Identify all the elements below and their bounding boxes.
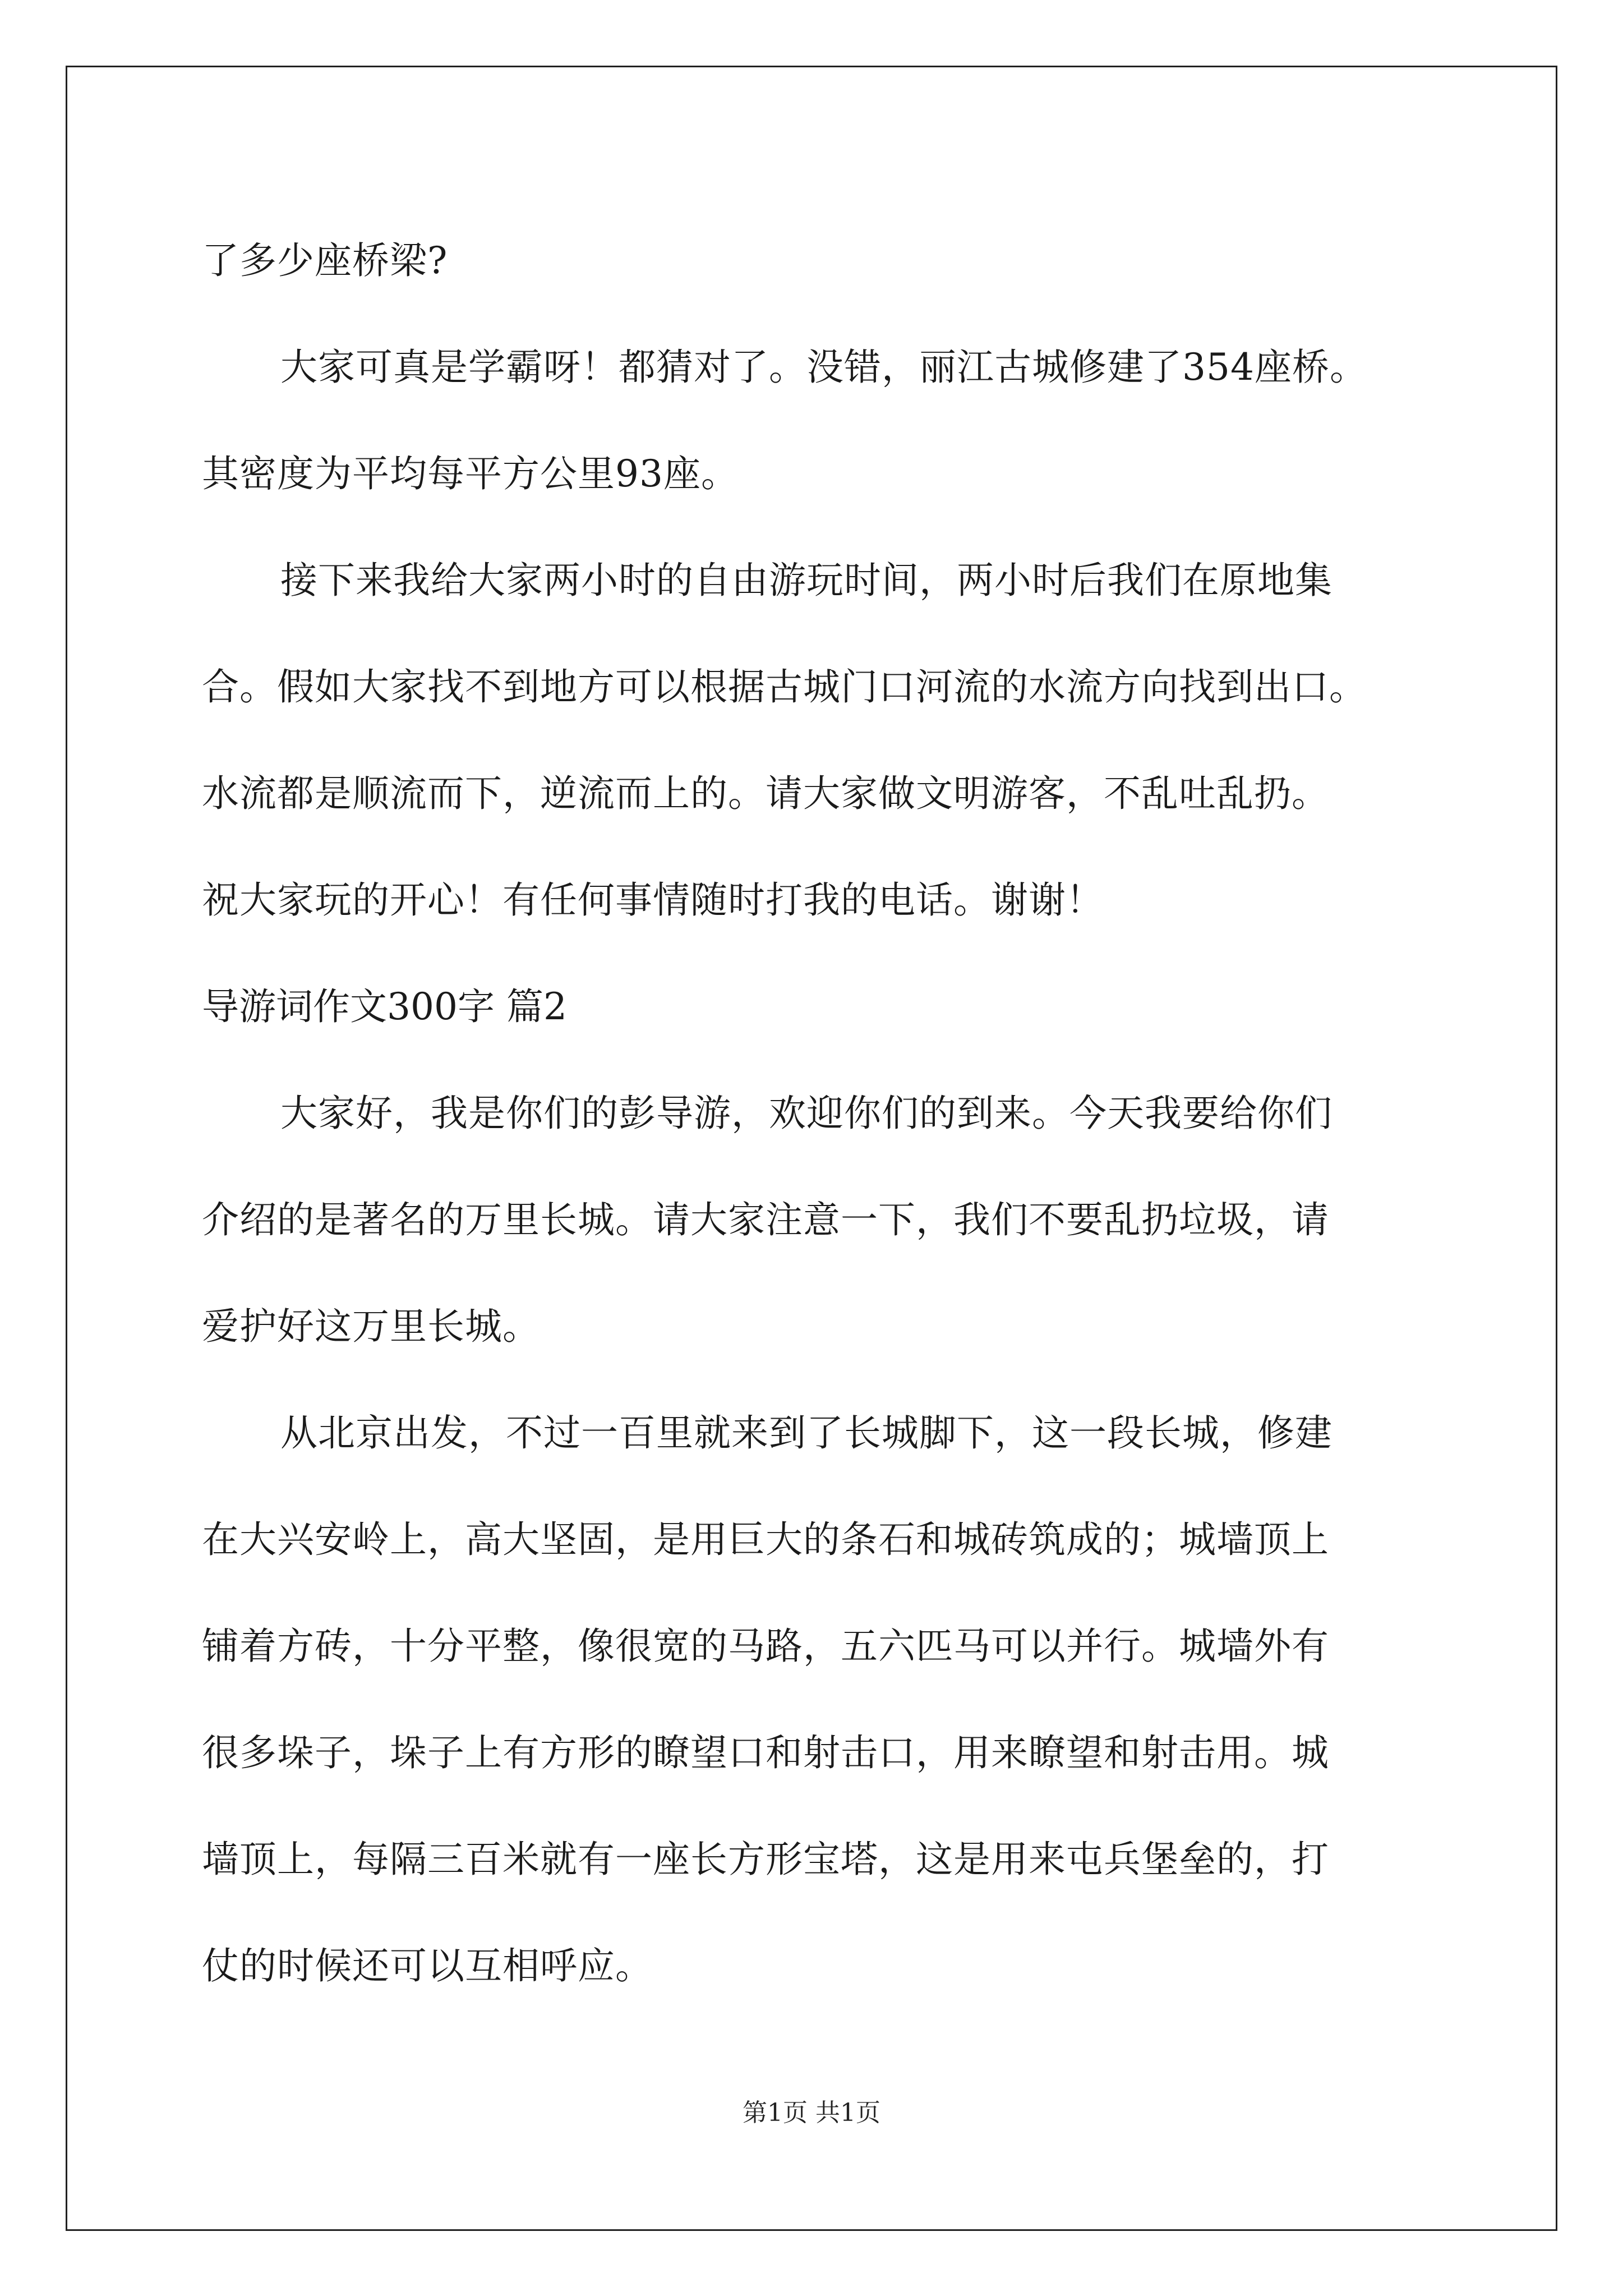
paragraph-line: 祝大家玩的开心！有任何事情随时打我的电话。谢谢！ (202, 878, 1104, 922)
paragraph-line: 大家好，我是你们的彭导游，欢迎你们的到来。今天我要给你们 (280, 1092, 1332, 1135)
paragraph-line: 其密度为平均每平方公里93座。 (202, 452, 739, 495)
paragraph-line: 了多少座桥梁? (202, 239, 448, 282)
paragraph-line: 爱护好这万里长城。 (202, 1305, 540, 1348)
paragraph-line: 从北京出发，不过一百里就来到了长城脚下，这一段长城，修建 (280, 1411, 1332, 1455)
section-heading: 导游词作文300字 篇2 (202, 985, 567, 1028)
paragraph-line: 接下来我给大家两小时的自由游玩时间，两小时后我们在原地集 (280, 559, 1332, 602)
paragraph-line: 大家可真是学霸呀！都猜对了。没错，丽江古城修建了354座桥。 (280, 346, 1367, 389)
paragraph-line: 合。假如大家找不到地方可以根据古城门口河流的水流方向找到出口。 (202, 665, 1367, 708)
paragraph-line: 仗的时候还可以互相呼应。 (202, 1944, 653, 1987)
paragraph-line: 墙顶上，每隔三百米就有一座长方形宝塔，这是用来屯兵堡垒的，打 (202, 1838, 1329, 1881)
paragraph-line: 很多垛子，垛子上有方形的瞭望口和射击口，用来瞭望和射击用。城 (202, 1731, 1329, 1774)
document-body (202, 208, 1441, 2019)
paragraph-line: 在大兴安岭上，高大坚固，是用巨大的条石和城砖筑成的；城墙顶上 (202, 1518, 1329, 1561)
page-number-footer: 第1页 共1页 (743, 2099, 880, 2127)
paragraph-line: 铺着方砖，十分平整，像很宽的马路，五六匹马可以并行。城墙外有 (202, 1625, 1329, 1668)
paragraph-line: 介绍的是著名的万里长城。请大家注意一下，我们不要乱扔垃圾，请 (202, 1198, 1329, 1241)
paragraph-line: 水流都是顺流而下，逆流而上的。请大家做文明游客，不乱吐乱扔。 (202, 772, 1329, 815)
